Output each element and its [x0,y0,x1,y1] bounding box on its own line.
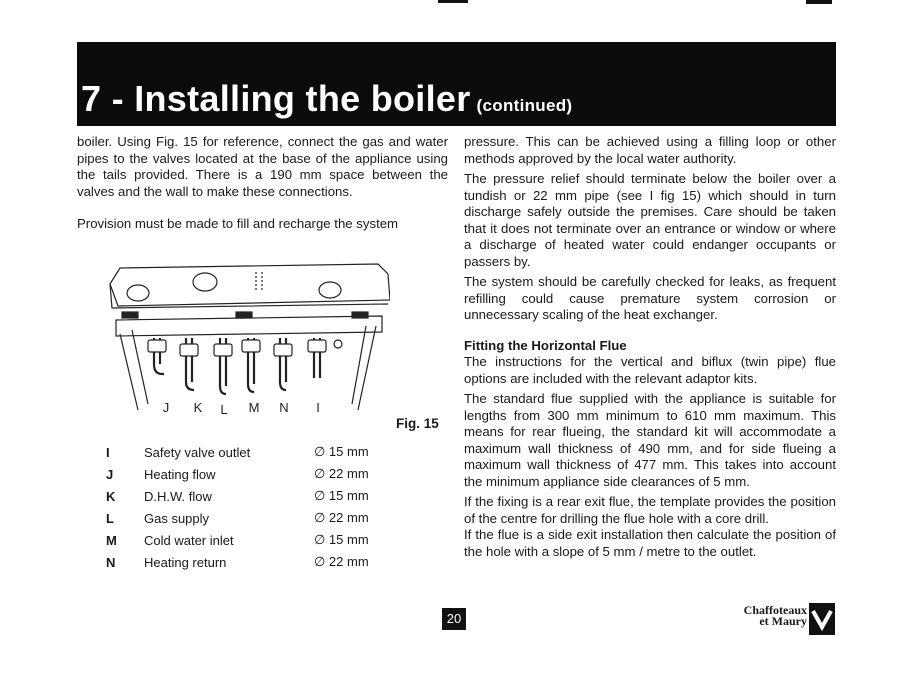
legend-key: N [106,554,116,570]
legend-description: Heating flow [144,466,216,482]
page-title [81,78,572,120]
connection-legend [106,441,384,573]
legend-key: I [106,444,110,460]
legend-row [106,463,384,485]
section-banner [77,42,836,126]
legend-size: ∅ 15 mm [314,532,369,547]
title-subtitle: (continued) [476,96,573,115]
legend-row [106,551,384,573]
brand-mark-icon [809,603,835,635]
figure-letter-l: L [220,402,228,417]
paragraph: The standard flue supplied with the appliance is suitable for lengths from 300 mm minimum to 610 mm maximum. This means for rear flueing, the standard kit will accommodate a maximum wall thickness of 490 mm, and for side flueing a maximum wall thickness of 477 mm. This takes into account the minimum appliance side clearances of 5 mm. [464,391,836,489]
paragraph: The pressure relief should terminate below the boiler over a tundish or 22 mm pipe (see I fig 15) which should in turn discharge safely outside the premises. Care should be taken that it does not terminate over an entrance or window or where a discharge of heated water could endanger occupants or passers by. [464,171,836,269]
legend-size: ∅ 15 mm [314,488,369,503]
figure-letter-k: K [193,400,203,415]
top-crop-mark [438,0,468,3]
mounting-leg [358,326,376,410]
section-heading: Fitting the Horizontal Flue [464,337,627,353]
legend-key: K [106,488,116,504]
logo-line: Chaffoteaux [743,603,807,617]
legend-size: ∅ 22 mm [314,466,369,481]
boiler-casing-front [110,284,388,308]
fixing-hole-icon [319,282,341,298]
legend-description: Cold water inlet [144,532,234,548]
legend-row [106,485,384,507]
title-text: 7 - Installing the boiler [81,78,471,119]
right-column [464,134,836,560]
figure-caption: Fig. 15 [396,416,439,431]
legend-description: Safety valve outlet [144,444,251,460]
paragraph: If the fixing is a rear exit flue, the template provides the position of the centre for drilling the flue hole with a core drill. [464,494,836,526]
legend-key: L [106,510,114,526]
figure-letter-m: M [248,400,260,415]
page-number: 20 [442,608,466,630]
legend-size: ∅ 22 mm [314,554,369,569]
paragraph: The system should be carefully checked for leaks, as frequent refilling could cause premature system corrosion or unnecessary scaling of the heat exchanger. [464,274,836,322]
legend-description: Heating return [144,554,227,570]
figure-letter-n: N [279,400,289,415]
fixing-hole-icon [193,273,217,291]
legend-size: ∅ 15 mm [314,444,369,459]
logo-line: et Maury [759,614,807,628]
legend-description: D.H.W. flow [144,488,212,504]
paragraph: If the flue is a side exit installation then calculate the position of the hole with a slope of 5 mm / metre to the outlet. [464,527,836,559]
legend-row [106,529,384,551]
boiler-casing-top [110,264,390,306]
legend-description: Gas supply [144,510,210,526]
connection-pipes [154,338,320,394]
figure-letter-i: I [316,400,320,415]
figure-letter-j: J [162,400,170,415]
paragraph: The instructions for the vertical and biflux (twin pipe) flue options are included with the relevant adaptor kits. [464,354,836,386]
boiler-connection-diagram [108,260,390,432]
paragraph: boiler. Using Fig. 15 for reference, connect the gas and water pipes to the valves located at the base of the appliance using the tails provided. There is a 190 mm space between the valves and the wall to make these connections. [77,134,448,199]
left-column [77,134,448,233]
legend-row [106,441,384,463]
brand-logo [735,603,835,637]
legend-key: J [106,466,114,482]
logo-text [744,605,807,627]
legend-size: ∅ 22 mm [314,510,369,525]
paragraph: Provision must be made to fill and recharge the system [77,216,399,231]
fixing-hole-icon [127,285,149,301]
paragraph: pressure. This can be achieved using a filling loop or other methods approved by the local water authority. [464,134,836,166]
legend-key: M [106,532,117,548]
valve-bracket [116,316,382,336]
top-crop-mark [806,0,832,4]
legend-row [106,507,384,529]
